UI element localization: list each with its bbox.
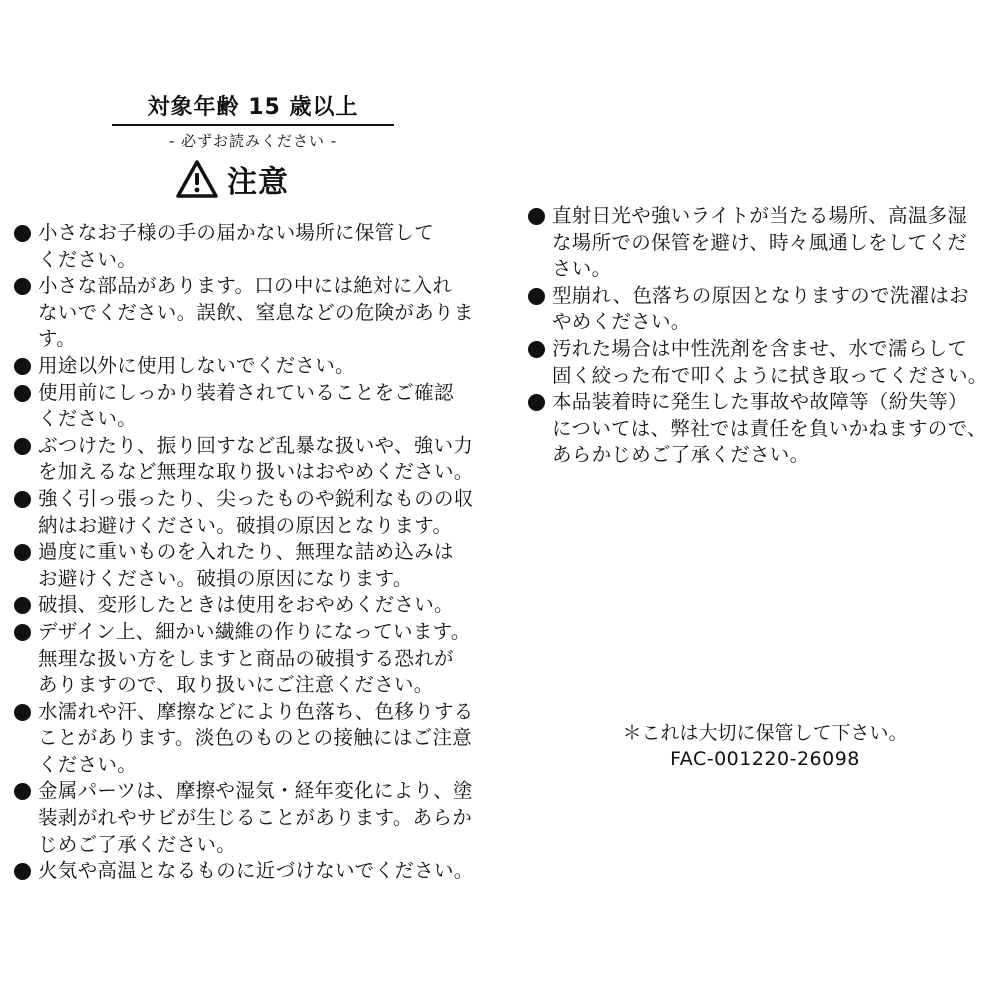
caution-label: 注意: [227, 165, 289, 200]
caution-text: 本品装着時に発生した事故や故障等（紛失等） については、弊社では責任を負いかねますので、 あらかじめご了承ください。: [552, 390, 987, 467]
caution-text: 水濡れや汗、摩擦などにより色落ち、色移りする ことがあります。淡色のものとの接触にはご注意 ください。: [38, 699, 474, 776]
caution-item: [14, 353, 488, 380]
title-underline: [112, 124, 394, 126]
caution-text: 強く引っ張ったり、尖ったものや鋭利なものの収 納はお避けください。破損の原因となります。: [38, 486, 474, 537]
caution-heading: [175, 157, 289, 201]
caution-item: [528, 203, 990, 283]
bullet-icon: [14, 278, 31, 295]
caution-item: [14, 592, 488, 619]
warning-triangle-icon: [175, 159, 219, 199]
caution-item: [528, 336, 990, 389]
caution-item: [14, 220, 488, 273]
caution-item: [14, 619, 488, 699]
caution-item: [14, 778, 488, 858]
bullet-icon: [14, 385, 31, 402]
caution-list-right: [528, 203, 990, 469]
caution-text: 型崩れ、色落ちの原因となりますので洗濯はお やめください。: [552, 283, 969, 334]
caution-item: [14, 486, 488, 539]
caution-item: [14, 858, 488, 885]
caution-item: [528, 283, 990, 336]
bullet-icon: [14, 544, 31, 561]
caution-text: 小さな部品があります。口の中には絶対に入れ ないでください。誤飲、窒息などの危険がありま す。: [38, 274, 474, 351]
bullet-icon: [14, 704, 31, 721]
bullet-icon: [14, 863, 31, 880]
caution-item: [14, 539, 488, 592]
caution-text: 用途以外に使用しないでください。: [38, 353, 355, 377]
caution-text: 使用前にしっかり装着されていることをご確認 ください。: [38, 380, 454, 431]
bullet-icon: [14, 358, 31, 375]
bullet-icon: [528, 208, 545, 225]
caution-text: 火気や高温となるものに近づけないでください。: [38, 859, 474, 883]
bullet-icon: [14, 783, 31, 800]
bullet-icon: [14, 624, 31, 641]
caution-text: 金属パーツは、摩擦や湿気・経年変化により、塗 装剥がれやサビが生じることがあります。あらか じめご了承ください。: [38, 779, 473, 856]
read-notice: - 必ずお読みください -: [168, 132, 338, 150]
caution-item: [528, 389, 990, 469]
caution-text: デザイン上、細かい繊維の作りになっています。 無理な扱い方をしますと商品の破損する恐れが ありますので、取り扱いにご注意ください。: [38, 619, 471, 697]
keep-notice: ＊これは大切に保管して下さい。: [622, 722, 908, 744]
caution-list-left: [14, 220, 488, 885]
bullet-icon: [528, 341, 545, 358]
bullet-icon: [528, 394, 545, 411]
caution-text: 小さなお子様の手の届かない場所に保管して ください。: [38, 221, 435, 271]
caution-text: 破損、変形したときは使用をおやめください。: [38, 593, 454, 617]
caution-item: [14, 433, 488, 486]
bullet-icon: [14, 491, 31, 508]
age-notice: 対象年齢 15 歳以上: [147, 95, 359, 120]
caution-text: 過度に重いものを入れたり、無理な詰め込みは お避けください。破損の原因になります。: [38, 540, 454, 590]
caution-item: [14, 380, 488, 433]
bullet-icon: [528, 288, 545, 305]
caution-item: [14, 273, 488, 353]
product-code: FAC-001220-26098: [670, 748, 860, 770]
bullet-icon: [14, 438, 31, 455]
caution-text: ぶつけたり、振り回すなど乱暴な扱いや、強い力 を加えるなど無理な取り扱いはおやめください。: [38, 433, 474, 484]
bullet-icon: [14, 225, 31, 242]
caution-text: 汚れた場合は中性洗剤を含ませ、水で濡らして 固く絞った布で叩くように拭き取ってください。: [552, 336, 988, 387]
bullet-icon: [14, 597, 31, 614]
caution-item: [14, 699, 488, 779]
caution-text: 直射日光や強いライトが当たる場所、高温多湿 な場所での保管を避け、時々風通しをしてくだ さい。: [552, 204, 968, 281]
